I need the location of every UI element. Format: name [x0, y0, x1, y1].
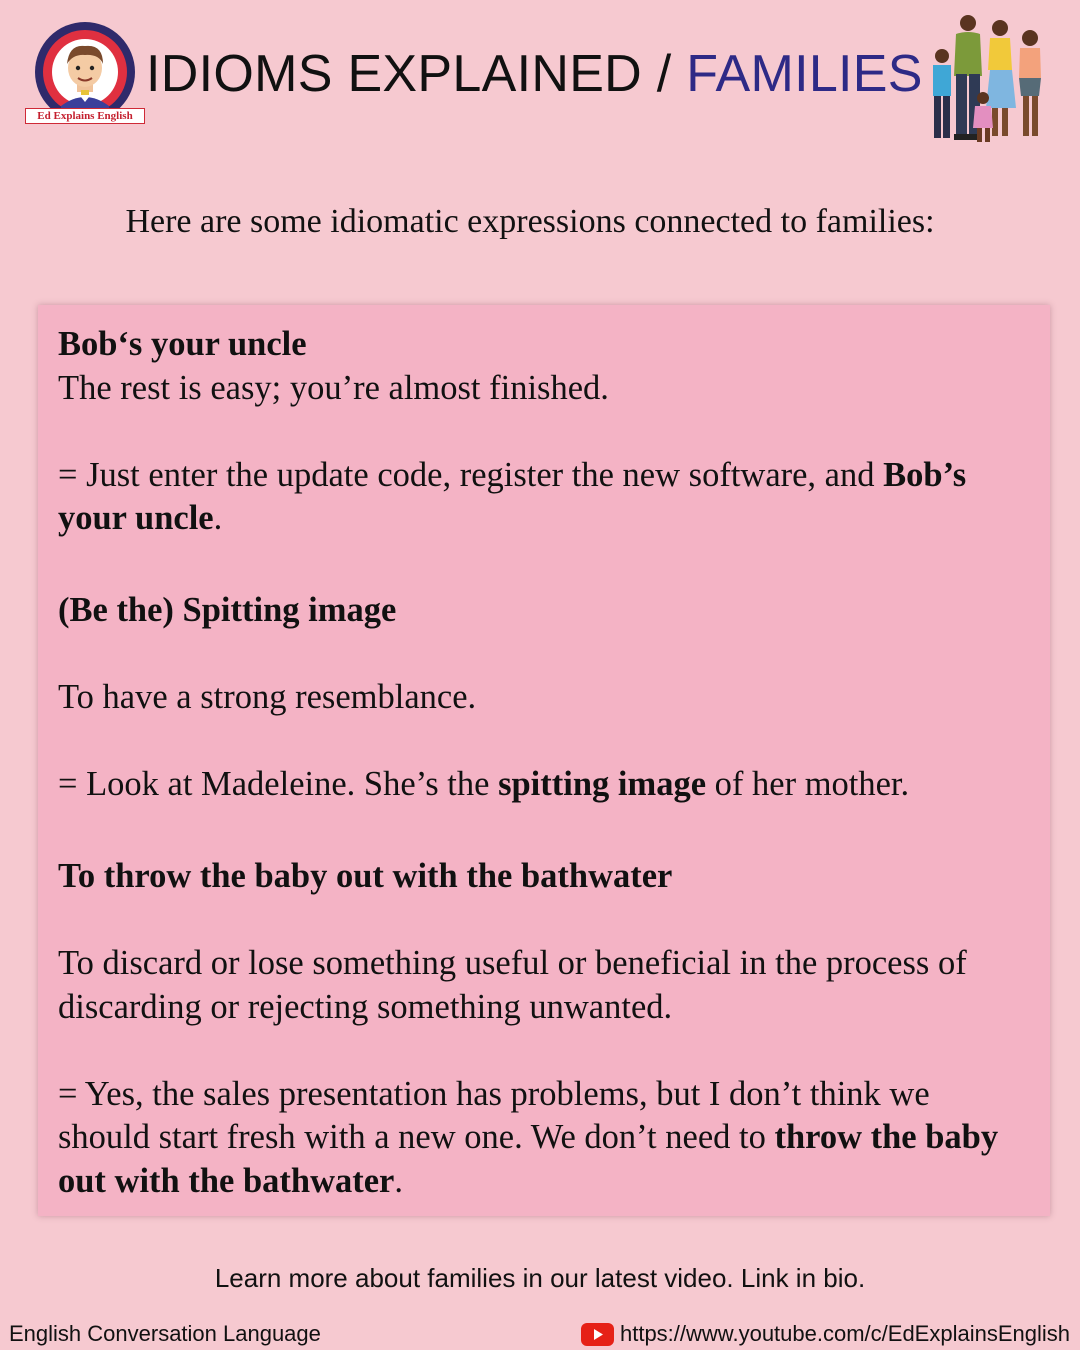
title-main: IDIOMS EXPLAINED /	[146, 45, 687, 103]
youtube-icon	[581, 1323, 614, 1346]
idiom-2-definition: To have a strong resemblance.	[58, 678, 477, 716]
idiom-1-definition: The rest is easy; you’re almost finished.	[58, 368, 609, 407]
idiom-3-term: To throw the baby out with the bathwater	[58, 857, 673, 895]
idiom-2-term: (Be the) Spitting image	[58, 591, 397, 629]
idiom-3-example: = Yes, the sales presentation has problems, but I don’t think we should start fresh with a new one. We don’t need to throw the baby out with the bathwater.	[58, 1074, 999, 1200]
idioms-card	[38, 305, 1050, 1216]
youtube-url[interactable]: https://www.youtube.com/c/EdExplainsEnglish	[619, 1321, 1070, 1346]
youtube-link[interactable]	[581, 1320, 1070, 1348]
family-illustration	[920, 8, 1050, 148]
logo-caption: Ed Explains English	[25, 108, 145, 124]
idiom-2-example: = Look at Madeleine. She’s the spitting image of her mother.	[58, 765, 910, 803]
idiom-3-definition: To discard or lose something useful or beneficial in the process of discarding or rejecting something unwanted.	[58, 944, 967, 1026]
title-accent: FAMILIES	[686, 45, 923, 103]
idiom-1-example: = Just enter the update code, register the new software, and Bob’s your uncle.	[58, 455, 967, 537]
idiom-1-term: Bob‘s your uncle	[58, 325, 307, 363]
footer-left-text: English Conversation Language	[9, 1321, 321, 1346]
footer-note: Learn more about families in our latest video. Link in bio.	[214, 1263, 866, 1293]
intro-text: Here are some idiomatic expressions connected to families:	[125, 203, 935, 240]
page-title	[146, 44, 923, 104]
